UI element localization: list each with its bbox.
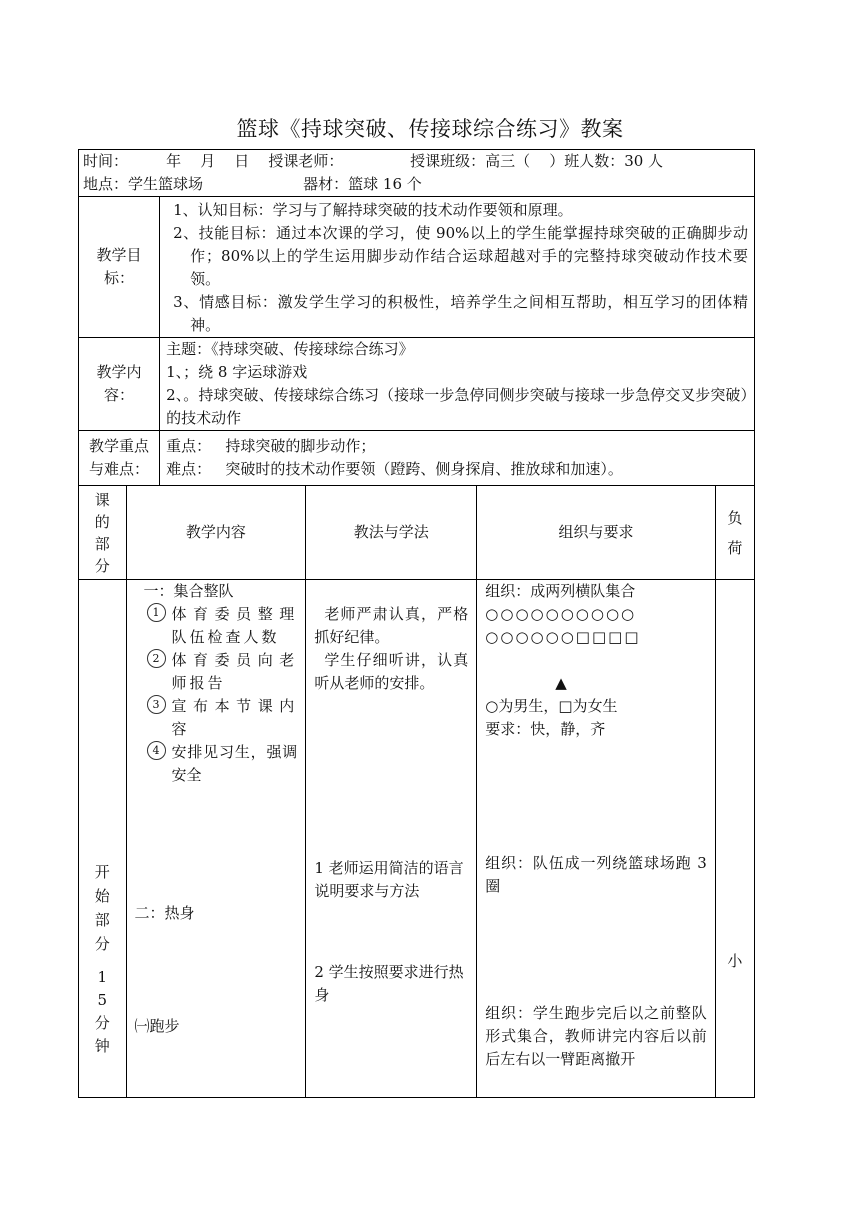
content-topic: 主题：《持球突破、传接球综合练习》 — [166, 340, 414, 358]
column-header-row — [79, 486, 755, 580]
org-requirement: 要求：快，静，齐 — [485, 720, 606, 738]
method-student-listen: 学生仔细听讲，认真听从老师的安排。 — [314, 651, 469, 692]
step-item: 4 安排见习生，强调安全 — [147, 741, 298, 787]
formation-row-boys: ○○○○○○○○○○ — [485, 605, 637, 623]
objective-skill: 2、技能目标：通过本次课的学习，使 90%以上的学生能掌握持球突破的正确脚步动作；80%以上的学生运用脚步动作结合运球超越对手的完整持球突破动作技术要领。 — [173, 224, 748, 288]
org-after-running: 组织：学生跑步完后以之前整队形式集合，教师讲完内容后以前后左右以一臂距离撤开 — [485, 1004, 707, 1068]
running-heading: ㈠跑步 — [134, 1017, 180, 1035]
content-label: 教学内容： — [79, 338, 160, 431]
opening-section-row — [79, 580, 755, 1098]
step-number-badge: 2 — [147, 649, 166, 668]
part-time: 15分钟 — [94, 968, 110, 1055]
teacher-position-marker: ▲ — [555, 674, 567, 692]
objectives-label: 教学目标： — [79, 197, 160, 338]
org-assembly: 组织：成两列横队集合 — [485, 582, 636, 600]
part-cell — [79, 580, 127, 1098]
warmup-heading: 二：热身 — [134, 904, 195, 922]
content-item-1: 1、；绕 8 字运球游戏 — [166, 363, 308, 381]
header-part: 课的部分 — [79, 486, 127, 580]
step-item: 1 体育委员整理队伍检查人数 — [147, 603, 298, 649]
step-number-badge: 4 — [147, 741, 166, 760]
objectives-row — [79, 197, 755, 338]
content-item-2: 2、。持球突破、传接球综合练习（接球一步急停同侧步突破与接球一步急停交叉步突破）的技术动作 — [166, 386, 748, 427]
step-number-badge: 1 — [147, 603, 166, 622]
place-equipment-line: 地点：学生篮球场 器材：篮球 16 个 — [83, 175, 422, 193]
org-cell — [477, 580, 715, 1098]
info-row — [79, 150, 755, 197]
assembly-heading: 一：集合整队 — [143, 582, 234, 600]
step-number-badge: 3 — [147, 695, 166, 714]
objective-affective: 3、情感目标：激发学生学习的积极性，培养学生之间相互帮助，相互学习的团体精神。 — [173, 293, 748, 334]
keypoints-row — [79, 431, 755, 486]
method-student-warmup: 2 学生按照要求进行热身 — [314, 963, 464, 1004]
step-item: 2 体育委员向老师报告 — [147, 649, 298, 695]
time-teacher-class-line: 时间： 年 月 日 授课老师： 授课班级：高三（ ）班人数：30 人 — [83, 152, 664, 170]
lesson-plan-table — [78, 149, 755, 1098]
key-point: 重点： 持球突破的脚步动作； — [166, 437, 376, 455]
content-cell — [126, 580, 306, 1098]
formation-legend: ○为男生，□为女生 — [485, 697, 618, 715]
load-value: 小 — [727, 952, 743, 970]
method-cell — [306, 580, 477, 1098]
page-title: 篮球《持球突破、传接球综合练习》教案 — [236, 117, 624, 141]
header-org: 组织与要求 — [477, 486, 715, 580]
header-load: 负荷 — [715, 486, 754, 580]
keypoints-label: 教学重点与难点： — [79, 431, 160, 486]
part-name: 开始部分 — [94, 863, 110, 953]
method-teacher-discipline: 老师严肃认真，严格抓好纪律。 — [314, 605, 469, 646]
content-row — [79, 338, 755, 431]
org-running: 组织：队伍成一列绕篮球场跑 3 圈 — [485, 854, 707, 895]
header-content: 教学内容 — [126, 486, 306, 580]
difficult-point: 难点： 突破时的技术动作要领（蹬跨、侧身探肩、推放球和加速）。 — [166, 460, 623, 478]
method-teacher-explain: 1 老师运用简洁的语言说明要求与方法 — [314, 859, 464, 900]
formation-row-mixed: ○○○○○○□□□□ — [485, 628, 641, 646]
step-item: 3 宣布本节课内容 — [147, 695, 298, 741]
objective-cognitive: 1、认知目标：学习与了解持球突破的技术动作要领和原理。 — [173, 201, 573, 219]
load-cell — [715, 580, 754, 1098]
header-method: 教法与学法 — [306, 486, 477, 580]
